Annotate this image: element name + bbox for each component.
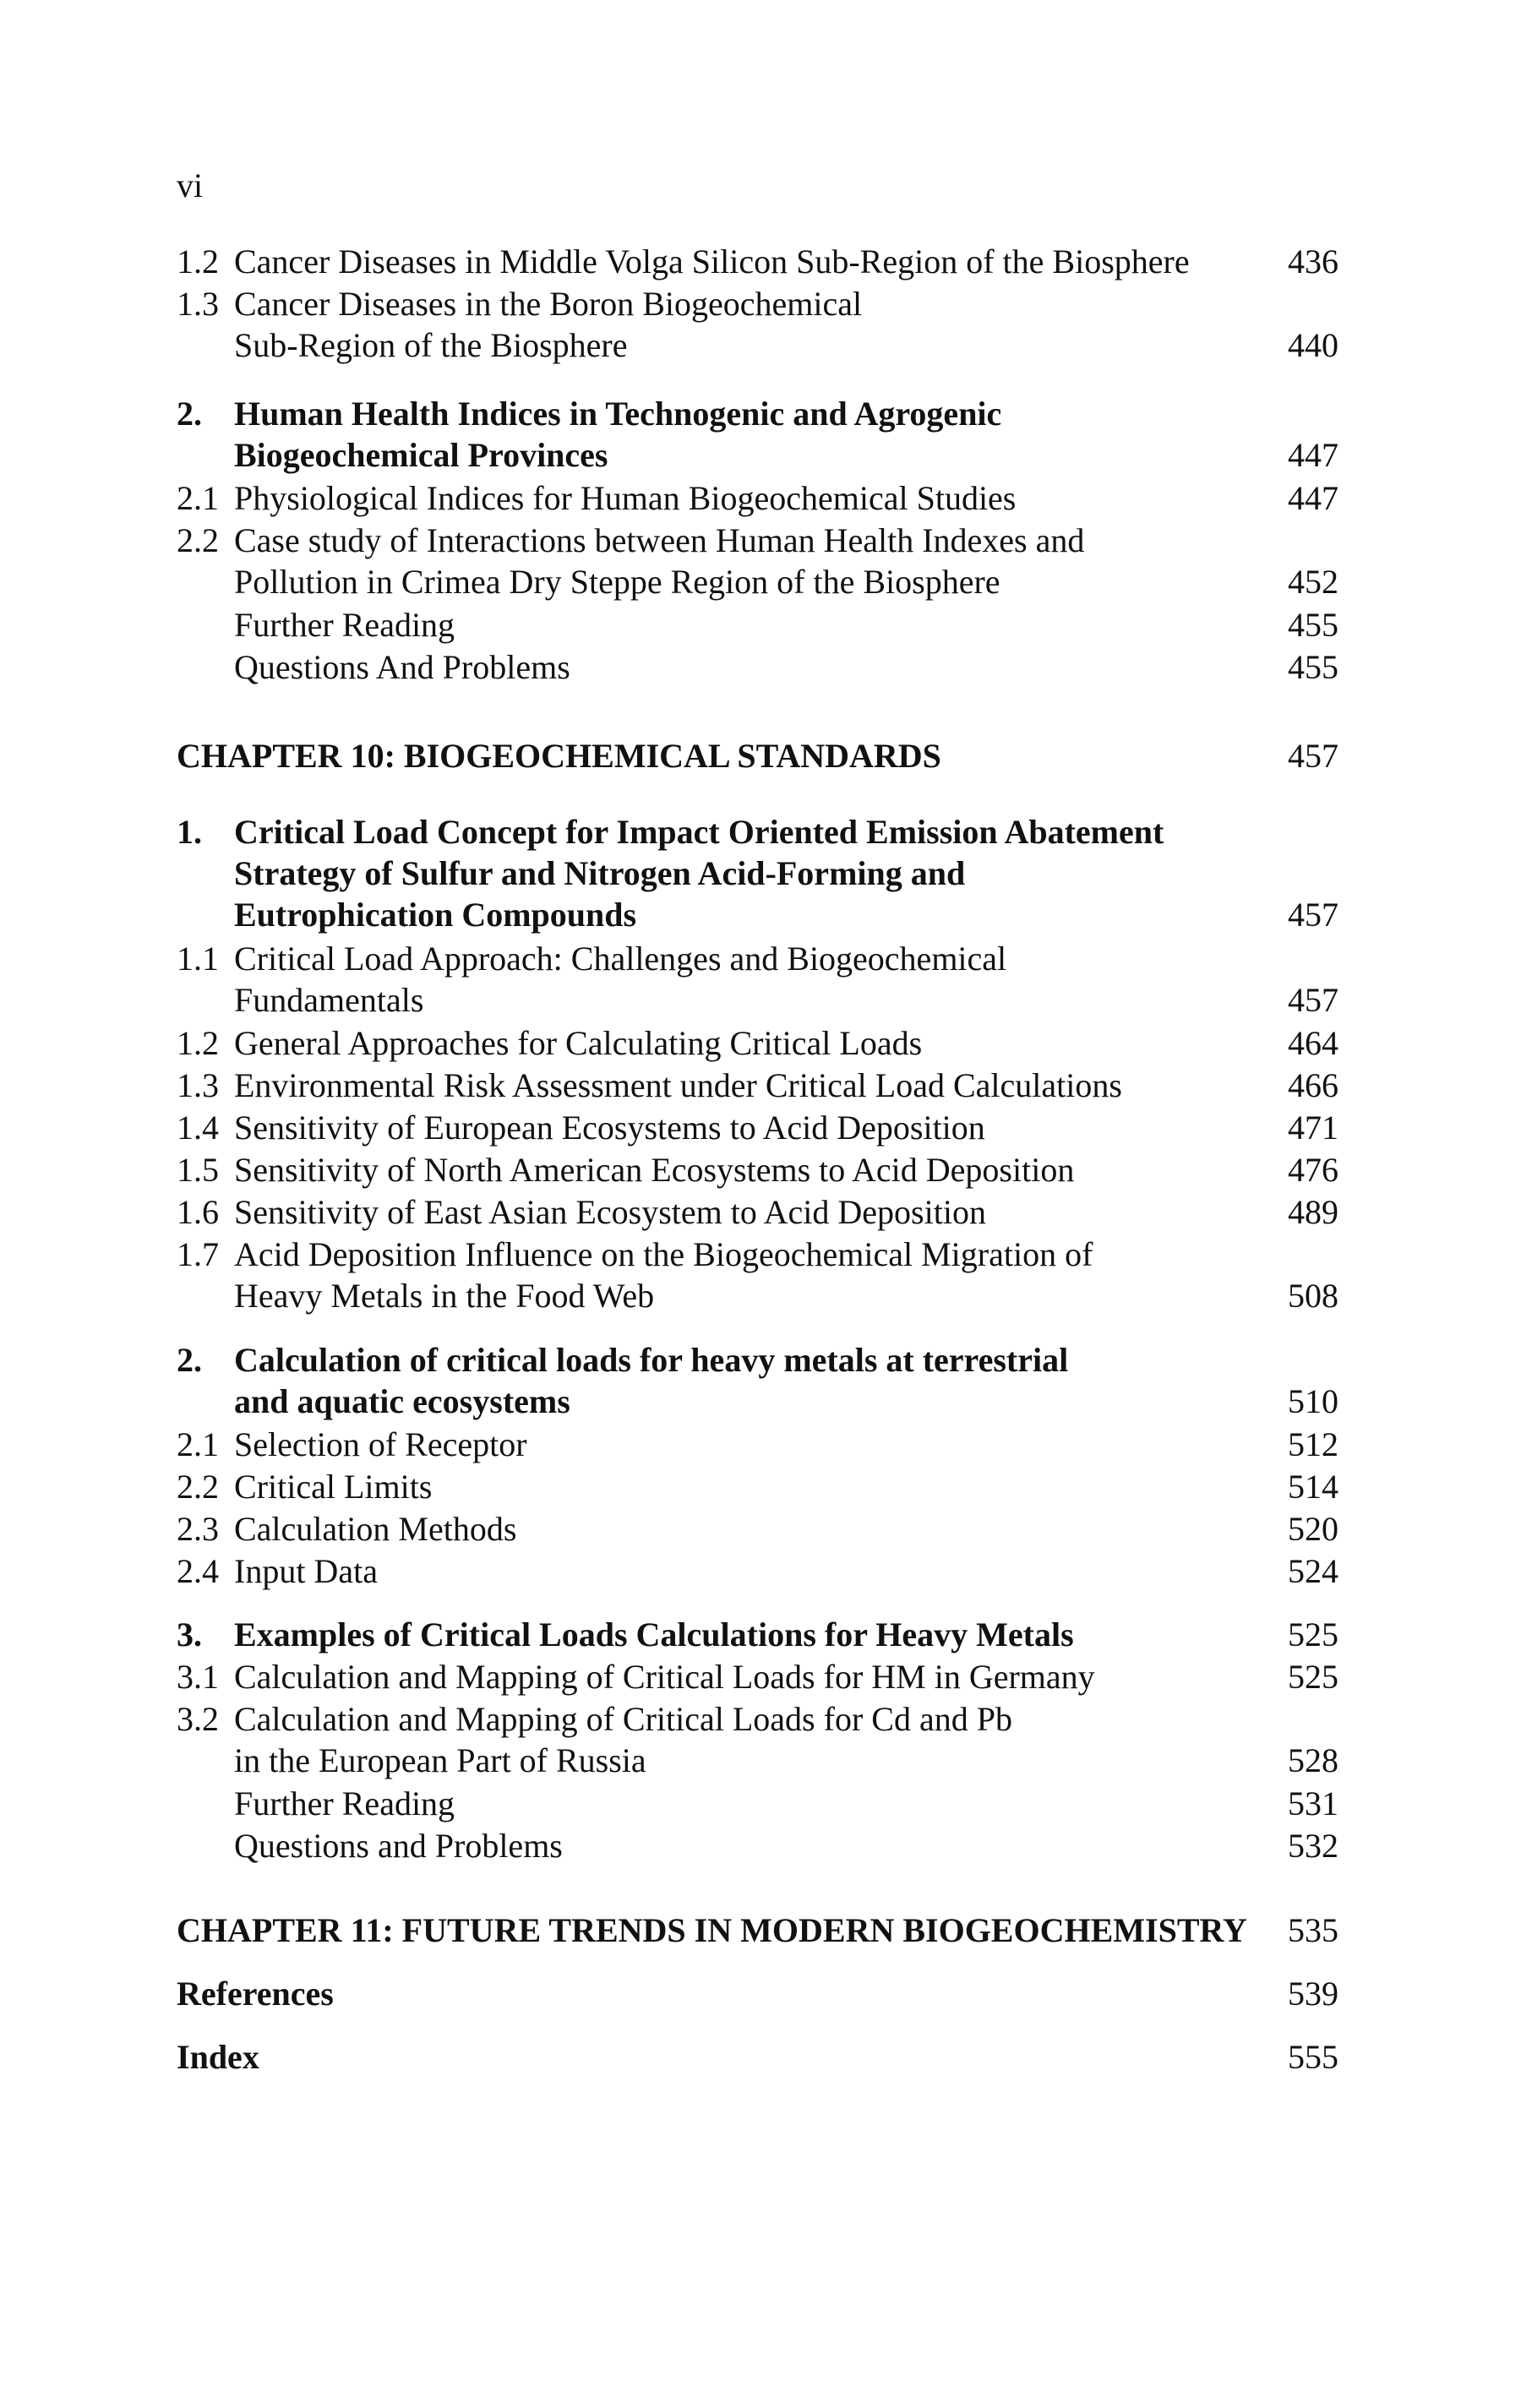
- section-number: 1.2: [177, 242, 219, 281]
- section-title: Further Reading: [234, 1784, 455, 1822]
- section-title: Physiological Indices for Human Biogeochemical Studies: [234, 479, 1017, 517]
- chapter-title: References: [177, 1975, 334, 2013]
- section-title: Input Data: [234, 1552, 378, 1590]
- page-ref: 525: [1288, 1615, 1338, 1653]
- section-title: Further Reading: [234, 606, 455, 644]
- section-number: 3.: [177, 1615, 202, 1653]
- page-ref: 508: [1288, 1277, 1338, 1315]
- section-number: 2.2: [177, 1468, 219, 1506]
- section-title: Sensitivity of European Ecosystems to Acid Deposition: [234, 1109, 985, 1147]
- page-ref: 525: [1288, 1658, 1338, 1696]
- section-title: Eutrophication Compounds: [234, 896, 637, 934]
- section-number: 3.2: [177, 1700, 219, 1738]
- section-number: 1.7: [177, 1235, 219, 1273]
- section-number: 1.2: [177, 1024, 219, 1062]
- section-title: Environmental Risk Assessment under Critical Load Calculations: [234, 1066, 1122, 1104]
- section-title: Strategy of Sulfur and Nitrogen Acid-Forming and: [234, 854, 966, 892]
- chapter-title: CHAPTER 10: BIOGEOCHEMICAL STANDARDS: [177, 737, 941, 775]
- page-ref: 455: [1288, 606, 1338, 644]
- section-number: 3.1: [177, 1658, 219, 1696]
- section-number: 2.: [177, 1341, 202, 1379]
- page-ref: 452: [1288, 563, 1338, 601]
- section-title: Questions and Problems: [234, 1827, 563, 1865]
- page-ref: 440: [1288, 326, 1338, 364]
- page-ref: 535: [1288, 1911, 1338, 1949]
- page-ref: 512: [1288, 1425, 1338, 1463]
- page-ref: 466: [1288, 1066, 1338, 1104]
- page-ref: 436: [1288, 242, 1338, 281]
- section-number: 2.1: [177, 479, 219, 517]
- section-number: 1.1: [177, 940, 219, 978]
- page-ref: 476: [1288, 1151, 1338, 1189]
- section-title: and aquatic ecosystems: [234, 1382, 570, 1420]
- page-ref: 447: [1288, 436, 1338, 474]
- section-number: 1.4: [177, 1109, 219, 1147]
- page-ref: 471: [1288, 1109, 1338, 1147]
- section-title: Critical Load Concept for Impact Oriented Emission Abatement: [234, 813, 1164, 851]
- section-title: Human Health Indices in Technogenic and Agrogenic: [234, 395, 1002, 433]
- section-title: Critical Load Approach: Challenges and Biogeochemical: [234, 940, 1007, 978]
- section-title: Calculation and Mapping of Critical Loads for Cd and Pb: [234, 1700, 1012, 1738]
- section-title: Sensitivity of East Asian Ecosystem to Acid Deposition: [234, 1193, 986, 1231]
- section-number: 1.: [177, 813, 202, 851]
- section-title: in the European Part of Russia: [234, 1741, 646, 1779]
- section-title: Critical Limits: [234, 1468, 433, 1506]
- section-title: Calculation of critical loads for heavy metals at terrestrial: [234, 1341, 1069, 1379]
- section-title: Questions And Problems: [234, 648, 570, 686]
- page-ref: 520: [1288, 1510, 1338, 1548]
- page-ref: 539: [1288, 1975, 1338, 2013]
- section-number: 1.3: [177, 1066, 219, 1104]
- section-title: Cancer Diseases in Middle Volga Silicon Sub-Region of the Biosphere: [234, 242, 1190, 281]
- section-number: 2.: [177, 395, 202, 433]
- page-ref: 524: [1288, 1552, 1338, 1590]
- section-title: Fundamentals: [234, 981, 424, 1019]
- section-title: Biogeochemical Provinces: [234, 436, 608, 474]
- section-number: 2.1: [177, 1425, 219, 1463]
- section-number: 1.6: [177, 1193, 219, 1231]
- page-ref: 528: [1288, 1741, 1338, 1779]
- section-number: 1.3: [177, 285, 219, 323]
- section-title: Sensitivity of North American Ecosystems to Acid Deposition: [234, 1151, 1075, 1189]
- page-ref: 532: [1288, 1827, 1338, 1865]
- page-ref: 455: [1288, 648, 1338, 686]
- section-number: 2.2: [177, 521, 219, 559]
- chapter-title: Index: [177, 2038, 259, 2076]
- page-ref: 457: [1288, 981, 1338, 1019]
- section-number: 1.5: [177, 1151, 219, 1189]
- page-ref: 457: [1288, 896, 1338, 934]
- section-title: Pollution in Crimea Dry Steppe Region of the Biosphere: [234, 563, 1000, 601]
- section-title: Selection of Receptor: [234, 1425, 527, 1463]
- page-ref: 514: [1288, 1468, 1338, 1506]
- section-title: Heavy Metals in the Food Web: [234, 1277, 655, 1315]
- page-ref: 489: [1288, 1193, 1338, 1231]
- section-title: Examples of Critical Loads Calculations for Heavy Metals: [234, 1615, 1074, 1653]
- section-title: Sub-Region of the Biosphere: [234, 326, 628, 364]
- page-ref: 464: [1288, 1024, 1338, 1062]
- page-ref: 457: [1288, 737, 1338, 775]
- page-ref: 447: [1288, 479, 1338, 517]
- chapter-title: CHAPTER 11: FUTURE TRENDS IN MODERN BIOGEOCHEMISTRY: [177, 1911, 1247, 1949]
- section-title: Calculation and Mapping of Critical Loads for HM in Germany: [234, 1658, 1095, 1696]
- section-title: Acid Deposition Influence on the Biogeochemical Migration of: [234, 1235, 1093, 1273]
- section-title: Cancer Diseases in the Boron Biogeochemical: [234, 285, 863, 323]
- page-number: vi: [177, 166, 204, 204]
- section-title: Case study of Interactions between Human Health Indexes and: [234, 521, 1085, 559]
- page-ref: 510: [1288, 1382, 1338, 1420]
- section-number: 2.4: [177, 1552, 219, 1590]
- section-title: General Approaches for Calculating Critical Loads: [234, 1024, 923, 1062]
- section-number: 2.3: [177, 1510, 219, 1548]
- page-ref: 531: [1288, 1784, 1338, 1822]
- page-ref: 555: [1288, 2038, 1338, 2076]
- section-title: Calculation Methods: [234, 1510, 517, 1548]
